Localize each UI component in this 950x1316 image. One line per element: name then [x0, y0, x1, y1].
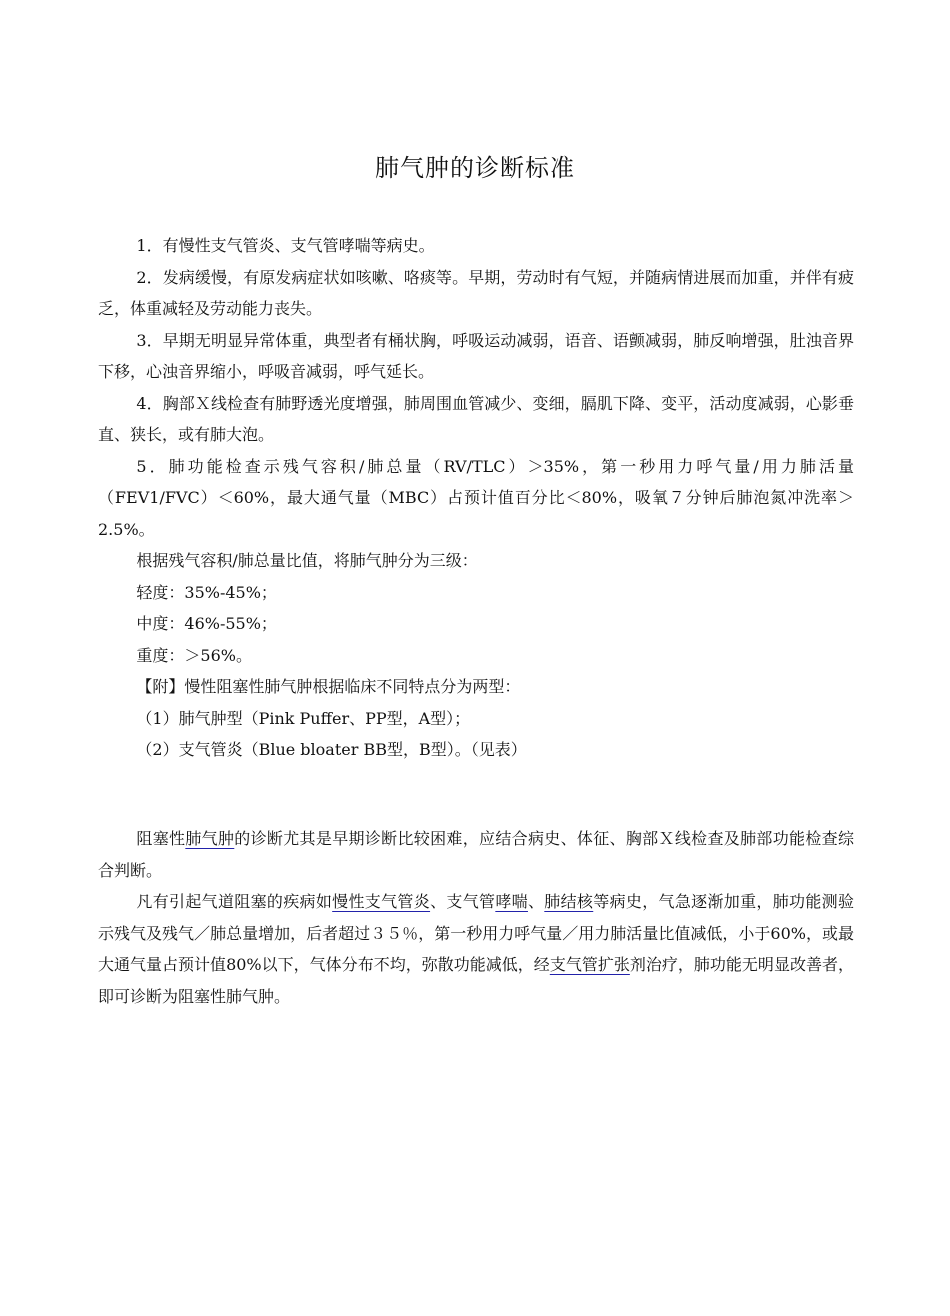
link-asthma[interactable]: 哮喘	[495, 892, 528, 911]
link-bronchodilator[interactable]: 支气管扩张	[549, 955, 630, 974]
type-blue-bloater: （2）支气管炎（Blue bloater BB型，B型）。（见表）	[136, 740, 527, 759]
text-segment: 、支气管	[430, 892, 496, 911]
text-segment: 凡有引起气道阻塞的疾病如	[136, 892, 333, 911]
grade-mild: 轻度：35%-45%；	[136, 582, 277, 602]
text-segment: 、	[527, 892, 545, 911]
text-segment: 的诊断尤其是早期诊断比较困难，应结合病史、体征、胸部Ｘ线检查及肺部功能检查综合判断。	[98, 829, 854, 880]
criteria-section	[98, 230, 854, 766]
criteria-item-2: 2．发病缓慢，有原发病症状如咳嗽、咯痰等。早期，劳动时有气短，并随病情进展而加重，并伴有疲乏，体重减轻及劳动能力丧失。	[98, 267, 854, 318]
link-tuberculosis[interactable]: 肺结核	[544, 892, 594, 911]
link-chronic-bronchitis[interactable]: 慢性支气管炎	[332, 892, 431, 911]
page-title: 肺气肿的诊断标准	[375, 154, 575, 182]
diagnosis-paragraph-1	[98, 823, 854, 886]
criteria-item-5: 5．肺功能检查示残气容积/肺总量（RV/TLC）＞35%，第一秒用力呼气量/用力肺活量（FEV1/FVC）＜60%，最大通气量（MBC）占预计值百分比＜80%，吸氧７分钟后肺泡氮冲洗率＞2.5%。	[98, 456, 854, 539]
criteria-item-3: 3．早期无明显异常体重，典型者有桶状胸，呼吸运动减弱，语音、语颤减弱，肺反响增强，肚浊音界下移，心浊音界缩小，呼吸音减弱，呼气延长。	[98, 330, 854, 381]
text-segment: 剂治疗，肺功能无明显改善者，即可诊断为阻塞性肺气肿。	[98, 955, 854, 1006]
link-emphysema[interactable]: 肺气肿	[185, 829, 235, 848]
grade-moderate: 中度：46%-55%；	[136, 614, 277, 633]
diagnosis-section	[98, 823, 854, 1012]
appendix-note: 【附】慢性阻塞性肺气肿根据临床不同特点分为两型：	[136, 677, 521, 696]
diagnosis-paragraph-2	[98, 886, 854, 1012]
grade-severe: 重度：＞56%。	[136, 645, 252, 665]
grading-intro: 根据残气容积/肺总量比值，将肺气肿分为三级：	[136, 551, 478, 570]
criteria-item-1: 1．有慢性支气管炎、支气管哮喘等病史。	[136, 236, 435, 255]
criteria-item-4: 4．胸部Ｘ线检查有肺野透光度增强，肺周围血管减少、变细，膈肌下降、变平，活动度减弱，心影垂直、狭长，或有肺大泡。	[98, 393, 854, 444]
text-segment: 等病史，气急逐渐加重，肺功能测验示残气及残气／肺总量增加，后者超过３５％，第一秒用力呼气量／用力肺活量比值减低，小于60%，或最大通气量占预计值80%以下，气体分布不均，弥散功能减低，经	[98, 892, 854, 974]
text-segment: 阻塞性	[136, 829, 186, 848]
type-pink-puffer: （1）肺气肿型（Pink Puffer、PP型，A型）；	[136, 708, 471, 728]
